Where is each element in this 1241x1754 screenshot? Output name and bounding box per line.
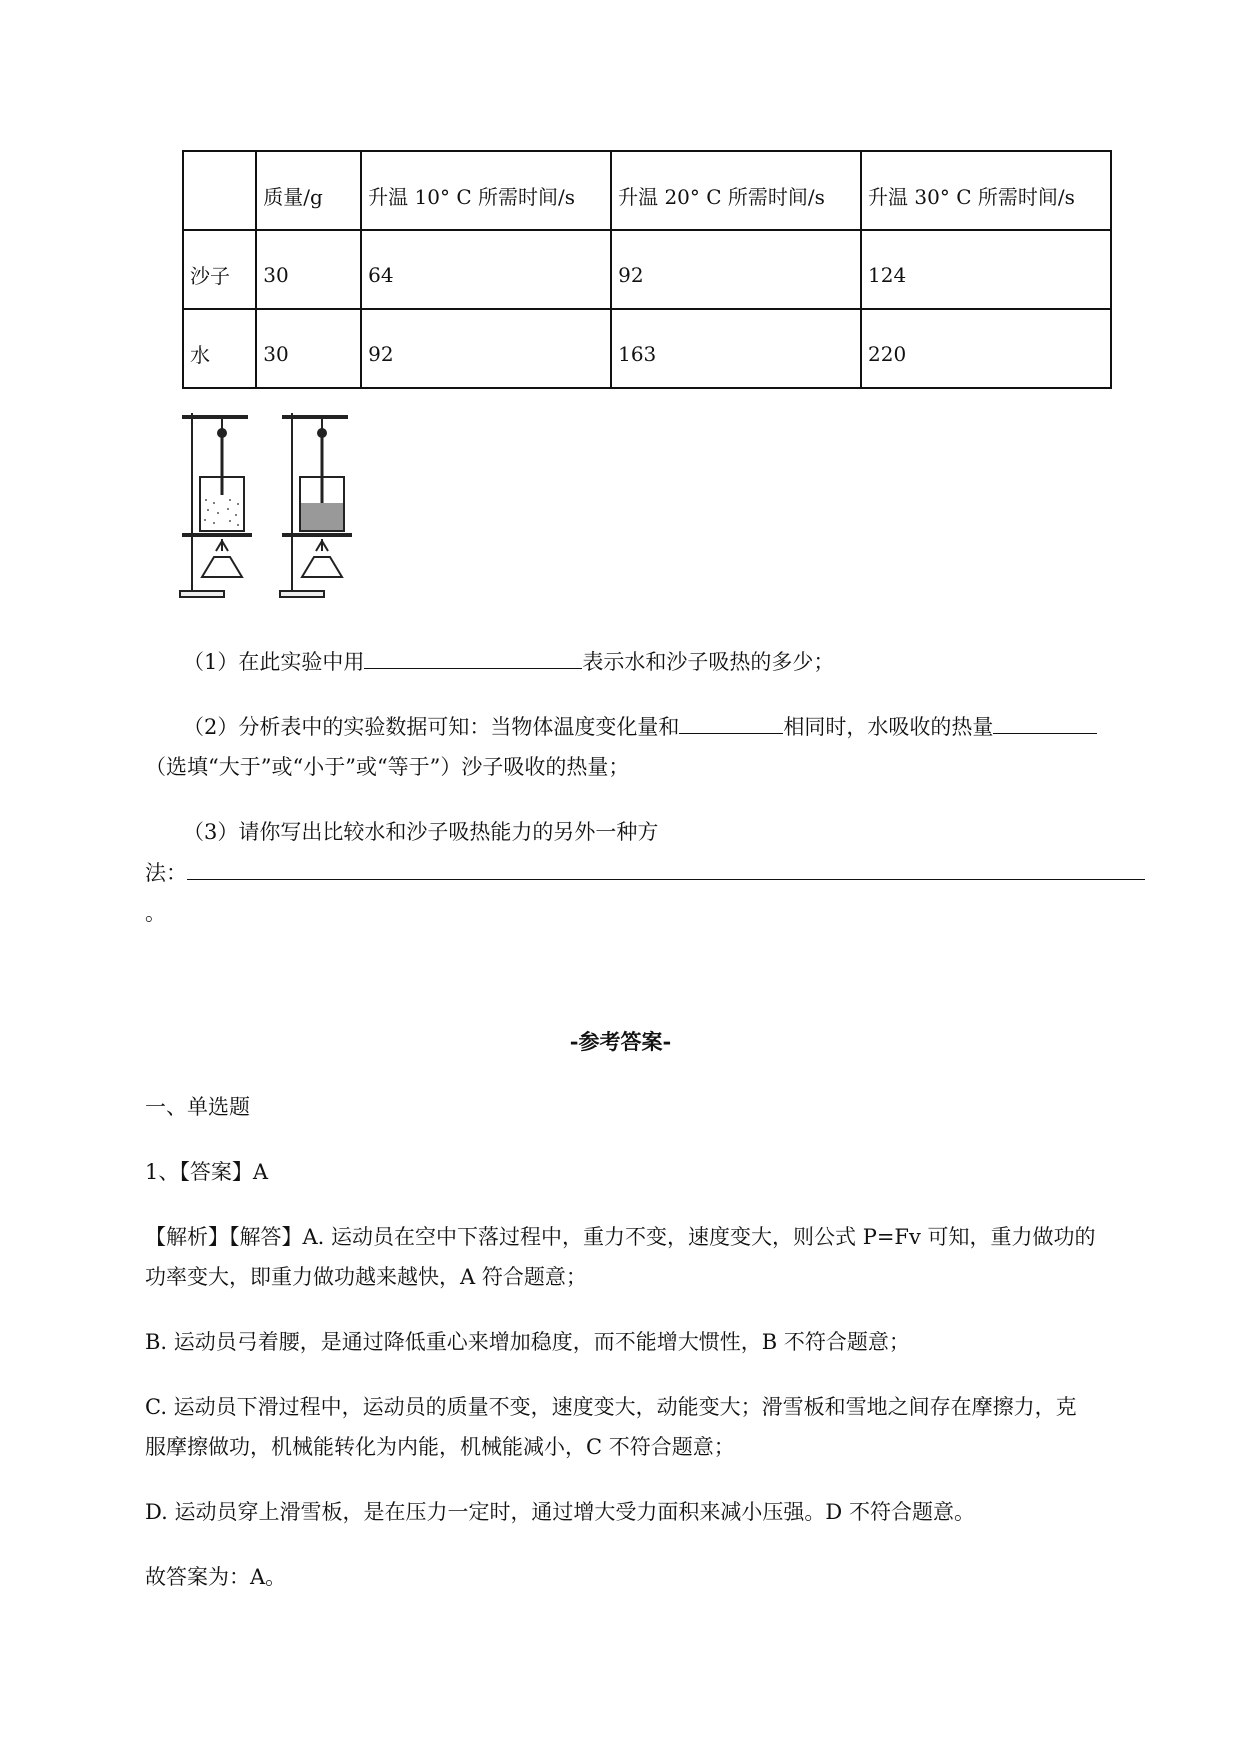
question-text: 相同时，水吸收的热量 — [783, 715, 994, 739]
section-heading: 一、单选题 — [145, 1095, 250, 1119]
answer-blank[interactable] — [187, 857, 1145, 880]
table-cell: 124 — [861, 230, 1111, 309]
question-text: （1）在此实验中用 — [183, 650, 365, 674]
table-header-cell: 升温 20° C 所需时间/s — [611, 151, 861, 230]
question-2-line2: （选填“大于”或“小于”或“等于”）沙子吸收的热量； — [145, 755, 630, 779]
table-cell: 水 — [183, 309, 256, 388]
question-2 — [183, 711, 1097, 742]
table-cell: 30 — [256, 230, 361, 309]
table-header-cell: 质量/g — [256, 151, 361, 230]
experiment-data-table — [182, 150, 1112, 389]
answer-blank[interactable] — [364, 646, 582, 669]
question-text: （2）分析表中的实验数据可知：当物体温度变化量和 — [183, 715, 680, 739]
question-3: （3）请你写出比较水和沙子吸热能力的另外一种方 — [183, 820, 659, 844]
table-header-cell — [183, 151, 256, 230]
table-cell: 沙子 — [183, 230, 256, 309]
table-row — [183, 230, 1111, 309]
option-c-text: 服摩擦做功，机械能转化为内能，机械能减小，C 不符合题意； — [145, 1435, 735, 1459]
answers-title: -参考答案- — [569, 1029, 672, 1054]
table-cell: 92 — [611, 230, 861, 309]
table-header-cell: 升温 10° C 所需时间/s — [361, 151, 611, 230]
question-3-line2 — [145, 857, 1145, 888]
table-cell: 163 — [611, 309, 861, 388]
option-b-text: B. 运动员弓着腰，是通过降低重心来增加稳度，而不能增大惯性，B 不符合题意； — [145, 1330, 910, 1354]
option-c-text: C. 运动员下滑过程中，运动员的质量不变，速度变大，动能变大；滑雪板和雪地之间存在摩擦力，克 — [145, 1395, 1077, 1419]
question-1 — [183, 646, 834, 677]
table-cell: 30 — [256, 309, 361, 388]
conclusion-text: 故答案为：A。 — [145, 1565, 287, 1589]
table-cell: 92 — [361, 309, 611, 388]
question-text: 表示水和沙子吸热的多少； — [582, 650, 835, 674]
analysis-line: 功率变大，即重力做功越来越快，A 符合题意； — [145, 1265, 587, 1289]
table-row — [183, 309, 1111, 388]
answer-blank[interactable] — [993, 711, 1097, 734]
answer-blank[interactable] — [679, 711, 783, 734]
question-3-end: 。 — [145, 901, 166, 925]
question-text: 法： — [145, 861, 187, 885]
apparatus-illustration — [178, 405, 378, 605]
table-header-row — [183, 151, 1111, 230]
option-d-text: D. 运动员穿上滑雪板，是在压力一定时，通过增大受力面积来减小压强。D 不符合题意。 — [145, 1500, 975, 1524]
answer-1: 1、【答案】A — [145, 1160, 269, 1184]
analysis-line: 【解析】【解答】A. 运动员在空中下落过程中，重力不变，速度变大，则公式 P=Fv 可知，重力做功的 — [145, 1225, 1096, 1249]
table-header-cell: 升温 30° C 所需时间/s — [861, 151, 1111, 230]
table-cell: 64 — [361, 230, 611, 309]
table-cell: 220 — [861, 309, 1111, 388]
